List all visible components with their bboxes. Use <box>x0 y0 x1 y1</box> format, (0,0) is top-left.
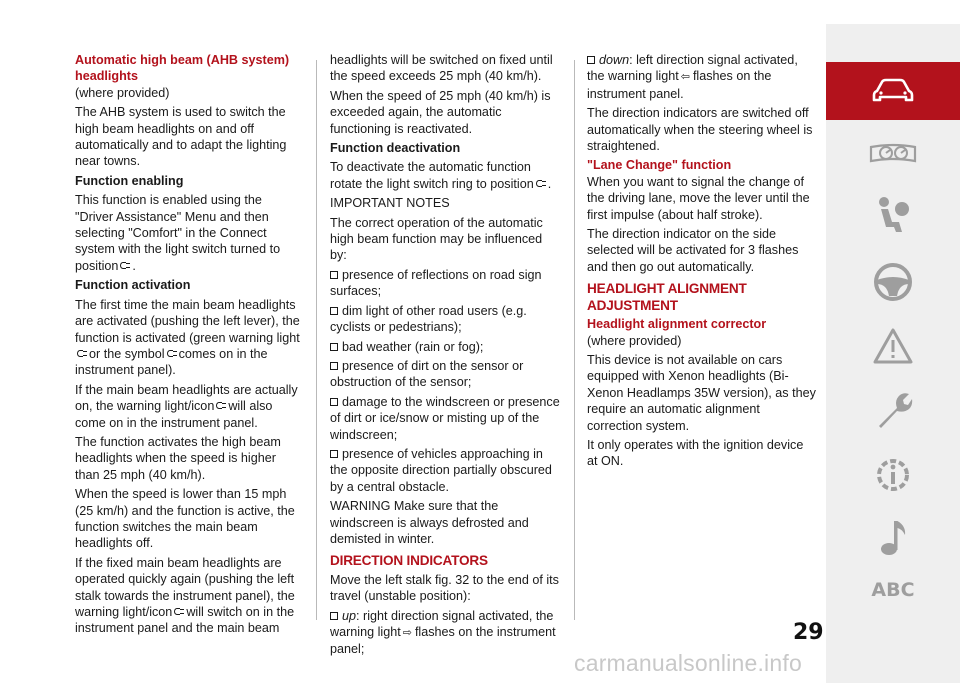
bullet-item: bad weather (rain or fog); <box>330 339 562 355</box>
bullet-item: dim light of other road users (e.g. cyclists or pedestrians); <box>330 303 527 335</box>
warning-note: WARNING Make sure that the windscreen is always defrosted and demisted in winter. <box>330 499 529 546</box>
subheading-function-activation: Function activation <box>75 278 191 293</box>
music-note-icon <box>878 518 908 558</box>
bullet-item: presence of vehicles approaching in the opposite direction partially obscured by a central obstacle. <box>330 446 552 494</box>
paragraph: The first time the main beam headlights are activated (pushing the left lever), the function is activated (green warning lightor the symbol comes on in the instrument panel). <box>75 297 300 378</box>
paragraph: The direction indicator on the side selected will be activated for 3 flashes and then go out automatically. <box>587 227 799 274</box>
turn-signal-icon: ⇨ <box>402 627 412 639</box>
bullet-item: damage to the windscreen or presence of dirt or ice/snow or misting up of the windscreen; <box>330 394 560 442</box>
column-3 <box>587 52 817 473</box>
paragraph: headlights will be switched on fixed until the speed exceeds 25 mph (40 km/h). <box>330 53 553 84</box>
sidebar-item-instrument-panel[interactable] <box>826 130 960 176</box>
section-heading-direction-indicators: DIRECTION INDICATORS <box>330 553 488 569</box>
paragraph: The direction indicators are switched off automatically when the steering wheel is straightened. <box>587 106 813 154</box>
paragraph: This function is enabled using the "Driver Assistance" Menu and then selecting "Comfort" in the Connect system with the light switch turned to position . <box>75 193 281 273</box>
subheading-function-deactivation: Function deactivation <box>330 141 461 156</box>
turn-signal-icon: ⇦ <box>680 71 690 84</box>
column-1 <box>75 52 303 640</box>
sidebar-item-emergency[interactable] <box>826 320 960 372</box>
paragraph: This device is not available on cars equipped with Xenon headlights (Bi-Xenon Headlamps 35W version), as they require an automatic alignment correction system. <box>587 352 816 433</box>
subheading-alignment-corrector: Headlight alignment corrector <box>587 317 767 332</box>
section-heading-headlight-alignment: HEADLIGHT ALIGNMENT ADJUSTMENT <box>587 281 747 313</box>
sidebar-item-servicing-care[interactable] <box>826 384 960 436</box>
seat-safety-icon <box>875 196 911 236</box>
bullet-icon <box>330 398 338 406</box>
sidebar-item-safety[interactable] <box>826 190 960 242</box>
bullet-icon <box>330 343 338 351</box>
paragraph: When you want to signal the change of the driving lane, move the lever until the first impulse (about half stroke). <box>587 174 810 222</box>
main-beam-icon <box>174 607 184 616</box>
where-provided-note: (where provided) <box>75 85 170 100</box>
sidebar-item-starting-driving[interactable] <box>826 256 960 308</box>
column-divider <box>316 60 317 620</box>
bullet-icon <box>330 271 338 279</box>
paragraph: The AHB system is used to switch the high beam headlights on and off automatically and to adapt the lighting near towns. <box>75 105 287 169</box>
important-notes-heading: IMPORTANT NOTES <box>330 196 450 211</box>
watermark: carmanualsonline.info <box>574 650 802 676</box>
column-divider <box>574 60 575 620</box>
paragraph: When the speed is lower than 15 mph (25 km/h) and the function is active, the function switches the main beam headlights off. <box>75 487 295 551</box>
wrench-icon <box>873 390 913 430</box>
abc-index-icon: ABC <box>871 579 915 601</box>
bullet-item: presence of reflections on road sign surfaces; <box>330 267 542 299</box>
bullet-icon <box>330 450 338 458</box>
technical-data-icon <box>873 455 913 495</box>
bullet-icon <box>330 307 338 315</box>
paragraph: If the fixed main beam headlights are operated quickly again (pushing the left stalk towards the instrument panel), the warning light/icon will switch on in the instrument panel and the main beam <box>75 555 295 636</box>
main-beam-icon <box>216 401 226 410</box>
bullet-icon <box>330 612 338 620</box>
paragraph: When the speed of 25 mph (40 km/h) is exceeded again, the automatic functioning is reactivated. <box>330 88 551 136</box>
where-provided-note: (where provided) <box>587 333 682 348</box>
high-beam-warning-icon <box>77 349 87 358</box>
car-icon <box>872 78 914 104</box>
sidebar-item-getting-to-know-car[interactable] <box>826 62 960 120</box>
dashboard-gauges-icon <box>869 142 917 164</box>
paragraph: If the main beam headlights are actually on, the warning light/icon will also come on in the instrument panel. <box>75 382 298 430</box>
paragraph: The function activates the high beam headlights when the speed is higher than 25 mph (40 km/h). <box>75 434 281 482</box>
column-2 <box>330 52 562 661</box>
sidebar-item-multimedia[interactable] <box>826 512 960 564</box>
bullet-item: presence of dirt on the sensor or obstruction of the sensor; <box>330 358 524 390</box>
paragraph: It only operates with the ignition device at ON. <box>587 437 804 469</box>
paragraph: To deactivate the automatic function rotate the light switch ring to position . <box>330 160 552 191</box>
bullet-icon <box>330 362 338 370</box>
ahb-symbol-icon <box>167 349 177 358</box>
paragraph: Move the left stalk fig. 32 to the end of its travel (unstable position): <box>330 572 559 604</box>
sidebar-item-technical-data[interactable] <box>826 446 960 504</box>
warning-triangle-icon <box>872 327 914 365</box>
sidebar-item-index[interactable] <box>826 572 960 608</box>
bullet-item: down: left direction signal activated, the warning light ⇦ flashes on the instrument panel. <box>587 53 798 101</box>
bullet-icon <box>587 56 595 64</box>
bullet-item: up: right direction signal activated, the warning light ⇨ flashes on the instrument panel; <box>330 608 556 657</box>
off-position-icon <box>536 179 546 188</box>
chapter-sidebar <box>826 24 960 683</box>
section-heading-ahb: Automatic high beam (AHB system) headlights <box>75 53 290 84</box>
paragraph: The correct operation of the automatic high beam function may be influenced by: <box>330 215 543 263</box>
page-number: 29 <box>793 620 824 645</box>
steering-wheel-icon <box>873 262 913 302</box>
auto-light-icon <box>120 261 130 270</box>
subheading-function-enabling: Function enabling <box>75 173 184 188</box>
section-heading-lane-change: "Lane Change" function <box>587 158 732 173</box>
